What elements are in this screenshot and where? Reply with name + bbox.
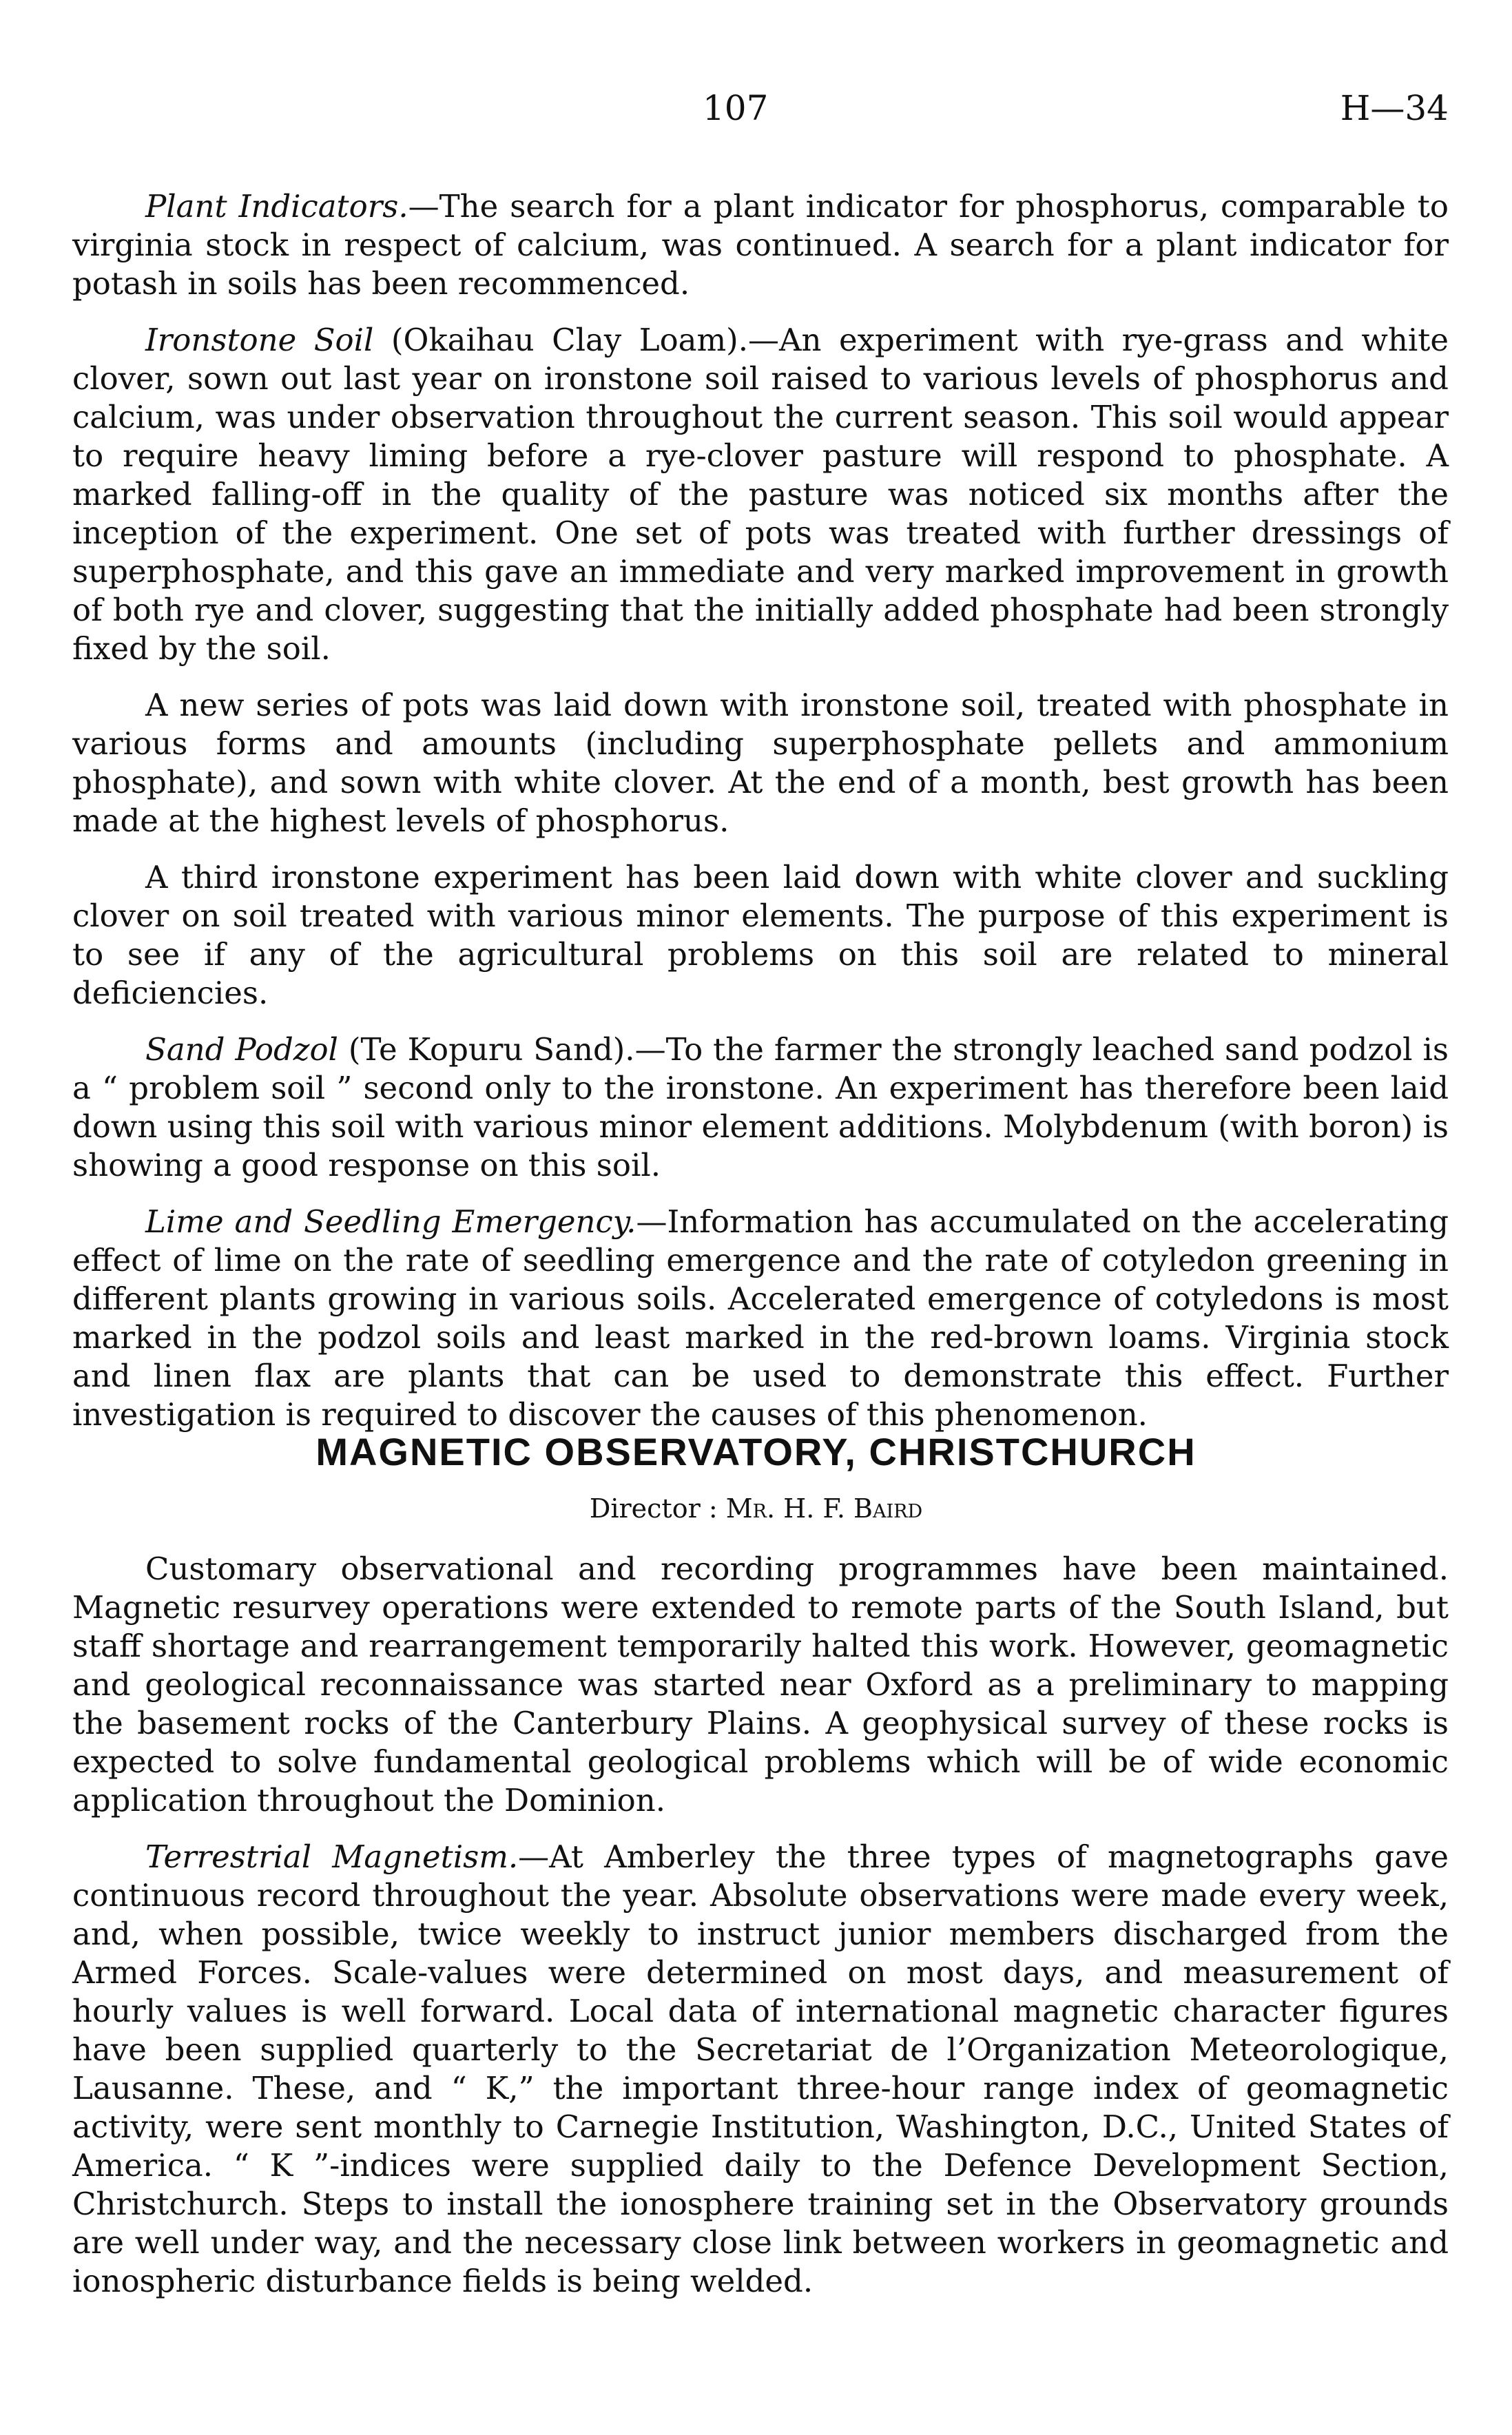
magnetic-observatory-section [72, 1550, 1449, 2319]
paragraph-text: A new series of pots was laid down with ironstone soil, treated with phosphate in various forms and amounts (including superphosphate pellets and ammonium phosphate), and sown with white clover. At the end of a month, best growth has been made at the highest levels of phosphorus. [72, 687, 1449, 839]
paragraph-sand-podzol [72, 1030, 1449, 1185]
paragraph-text: —At Amberley the three types of magnetographs gave continuous record throughout the year. Absolute observations were made every week, and, when possible, twice weekly to instruct junior members discharged from the Armed Forces. Scale-values were determined on most days, and measurement of hourly values is well forward. Local data of international magnetic character figures have been supplied quarterly to the Secretariat de l’Organization Meteorologique, Lausanne. These, and “ K,” the important three-hour range index of geomagnetic activity, were sent monthly to Carnegie Institution, Washington, D.C., United States of America. “ K ”-indices were supplied daily to the Defence Development Section, Christchurch. Steps to install the ionosphere training set in the Observatory grounds are well under way, and the necessary close link between workers in geomagnetic and ionospheric disturbance fields is being welded. [72, 1838, 1449, 2299]
section-heading: MAGNETIC OBSERVATORY, CHRISTCHURCH [315, 1430, 1197, 1473]
paragraph-text: —Information has accumulated on the accelerating effect of lime on the rate of seedling emergence and the rate of cotyledon greening in different plants growing in various soils. Accelerated emergence of cotyledons is most marked in the podzol soils and least marked in the red-brown loams. Virginia stock and linen flax are plants that can be used to demonstrate this effect. Further investigation is required to discover the causes of this phenomenon. [72, 1203, 1449, 1433]
director-label: Director : [589, 1493, 718, 1524]
paragraph-programmes [72, 1550, 1449, 1820]
soil-research-section [72, 187, 1449, 1452]
paragraph-lead: Sand Podzol [145, 1031, 338, 1068]
paragraph-text: —The search for a plant indicator for phosphorus, comparable to virginia stock in respect of calcium, was continued. A search for a plant indicator for potash in soils has been recommenced. [72, 188, 1449, 302]
document-code: H—34 [1340, 88, 1449, 128]
paragraph-text: (Okaihau Clay Loam).—An experiment with rye-grass and white clover, sown out last year on ironstone soil raised to various levels of phosphorus and calcium, was under observation throughout the current season. This soil would appear to require heavy liming before a rye-clover pasture will respond to phosphate. A marked falling-off in the quality of the pasture was noticed six months after the inception of the experiment. One set of pots was treated with further dressings of superphosphate, and this gave an immediate and very marked improvement in growth of both rye and clover, suggesting that the initially added phosphate had been strongly fixed by the soil. [72, 322, 1449, 667]
page-number: 107 [703, 88, 769, 128]
director-line [0, 1493, 1512, 1524]
paragraph-lead: Ironstone Soil [145, 322, 374, 358]
paragraph-text: A third ironstone experiment has been laid down with white clover and suckling clover on soil treated with various minor elements. The purpose of this experiment is to see if any of the agricultural problems on this soil are related to mineral deficiencies. [72, 859, 1449, 1011]
paragraph-terrestrial-magnetism [72, 1838, 1449, 2301]
paragraph-lime-seedling-emergency [72, 1203, 1449, 1434]
paragraph-lead: Terrestrial Magnetism. [145, 1838, 519, 1875]
paragraph-text: (Te Kopuru Sand).—To the farmer the strongly leached sand podzol is a “ problem soil ” second only to the ironstone. An experiment has therefore been laid down using this soil with various minor element additions. Molybdenum (with boron) is showing a good response on this soil. [72, 1031, 1449, 1183]
paragraph-lead: Plant Indicators. [145, 188, 408, 225]
paragraph-third-ironstone-experiment [72, 858, 1449, 1013]
paragraph-lead: Lime and Seedling Emergency. [145, 1203, 636, 1240]
paragraph-new-series-pots [72, 686, 1449, 840]
paragraph-plant-indicators [72, 187, 1449, 303]
director-name: Mr. H. F. Baird [725, 1493, 923, 1524]
paragraph-text: Customary observational and recording programmes have been maintained. Magnetic resurvey operations were extended to remote parts of the South Island, but staff shortage and rearrangement temporarily halted this work. However, geomagnetic and geological reconnaissance was started near Oxford as a preliminary to mapping the basement rocks of the Canterbury Plains. A geophysical survey of these rocks is expected to solve fundamental geological problems which will be of wide economic application throughout the Dominion. [72, 1551, 1449, 1819]
paragraph-ironstone-soil [72, 321, 1449, 668]
